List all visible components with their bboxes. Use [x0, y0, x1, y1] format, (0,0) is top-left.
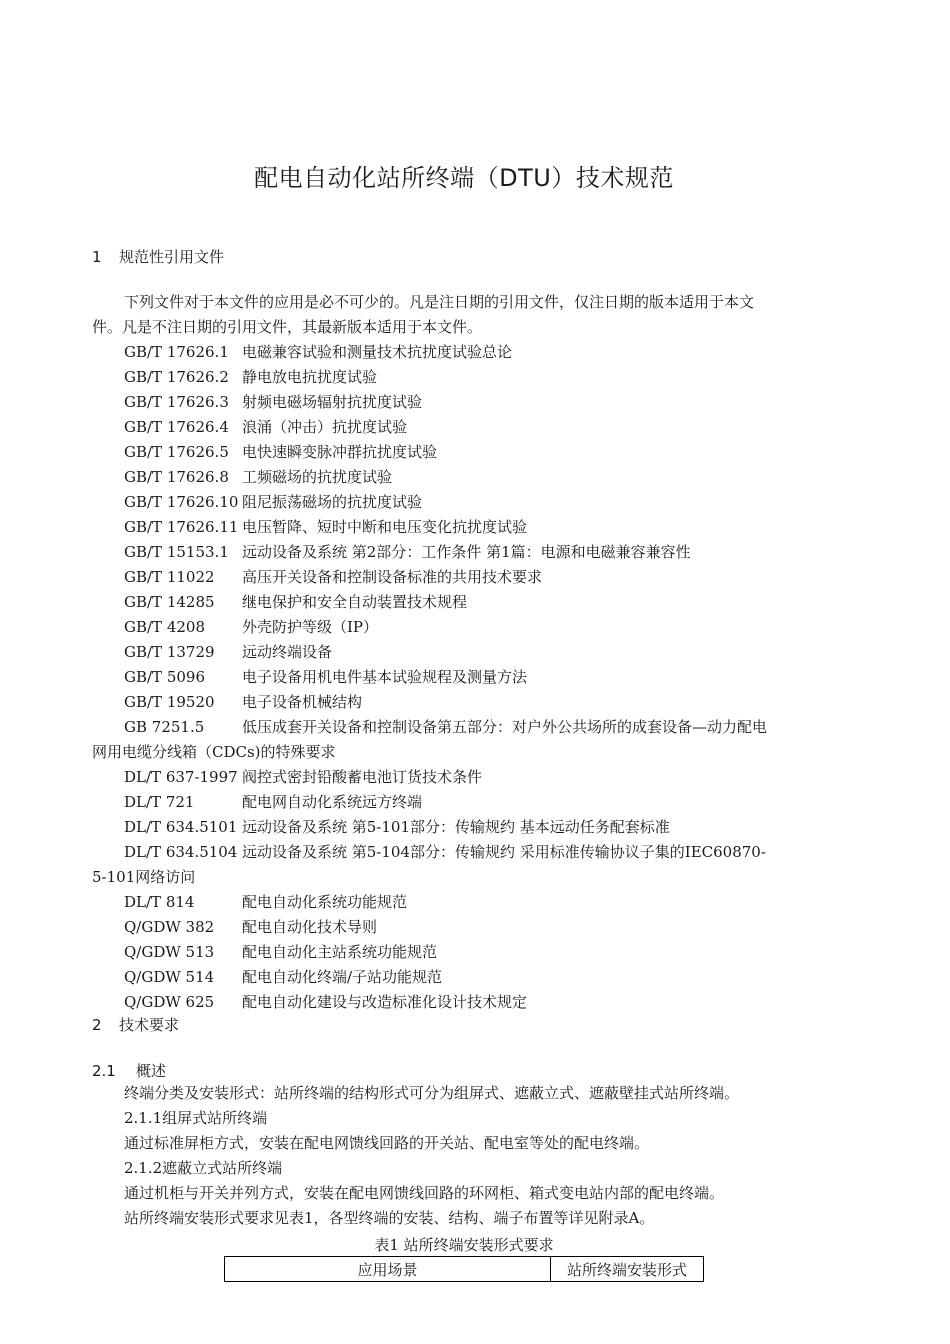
reference-item — [92, 940, 842, 965]
reference-code: GB 7251.5 — [124, 718, 205, 736]
reference-title: 远动设备及系统 第5-101部分：传输规约 基本远动任务配套标准 — [242, 818, 670, 836]
reference-code: GB/T 17626.5 — [124, 443, 229, 461]
reference-code: DL/T 637-1997 — [124, 768, 238, 786]
reference-item — [92, 915, 842, 940]
reference-item — [92, 890, 842, 915]
reference-item — [92, 640, 842, 665]
reference-item — [92, 965, 842, 990]
reference-title: 远动终端设备 — [242, 643, 333, 661]
subsection-heading-text: 概述 — [136, 1062, 167, 1080]
reference-title: 配电自动化建设与改造标准化设计技术规定 — [242, 993, 528, 1011]
reference-code: DL/T 721 — [124, 793, 195, 811]
reference-code: GB/T 13729 — [124, 643, 215, 661]
reference-item — [92, 440, 842, 465]
table-header-row — [225, 1257, 704, 1282]
reference-item — [92, 990, 842, 1015]
reference-code: Q/GDW 513 — [124, 943, 215, 961]
section-2-heading — [92, 1014, 179, 1035]
document-title: 配电自动化站所终端（DTU）技术规范 — [254, 164, 674, 192]
reference-item — [92, 715, 842, 765]
reference-title: 阀控式密封铅酸蓄电池订货技术条件 — [242, 768, 483, 786]
reference-item — [92, 765, 842, 790]
reference-item — [92, 515, 842, 540]
section-1-heading — [92, 246, 224, 267]
reference-item — [92, 590, 842, 615]
reference-title: 工频磁场的抗扰度试验 — [242, 468, 393, 486]
reference-item — [92, 665, 842, 690]
table-caption: 表1 站所终端安装形式要求 — [374, 1236, 554, 1254]
reference-code: GB/T 15153.1 — [124, 543, 229, 561]
reference-title-continued: 网用电缆分线箱（CDCs)的特殊要求 — [92, 743, 336, 761]
reference-title: 电压暂降、短时中断和电压变化抗扰度试验 — [242, 518, 528, 536]
reference-title: 配电自动化系统功能规范 — [242, 893, 408, 911]
reference-code: DL/T 814 — [124, 893, 195, 911]
reference-title-continued: 5-101网络访问 — [92, 868, 196, 886]
table-header-cell: 应用场景 — [225, 1257, 551, 1282]
reference-title: 射频电磁场辐射抗扰度试验 — [242, 393, 423, 411]
reference-code: GB/T 17626.4 — [124, 418, 229, 436]
reference-code: GB/T 17626.8 — [124, 468, 229, 486]
section-number: 1 — [92, 248, 102, 266]
reference-item — [92, 465, 842, 490]
reference-title: 配电自动化主站系统功能规范 — [242, 943, 438, 961]
reference-title: 浪涌（冲击）抗扰度试验 — [242, 418, 408, 436]
normative-references-list — [92, 340, 842, 1015]
reference-title: 配电自动化终端/子站功能规范 — [242, 968, 443, 986]
reference-item — [92, 415, 842, 440]
reference-code: GB/T 5096 — [124, 668, 206, 686]
reference-code: Q/GDW 625 — [124, 993, 215, 1011]
reference-code: GB/T 11022 — [124, 568, 215, 586]
section-2-1-heading — [92, 1060, 166, 1081]
reference-title: 阻尼振荡磁场的抗扰度试验 — [242, 493, 423, 511]
subsection-2-1-1-title: 2.1.1组屏式站所终端 — [124, 1109, 268, 1127]
intro-line-2: 件。凡是不注日期的引用文件，其最新版本适用于本文件。 — [92, 318, 483, 336]
reference-code: GB/T 17626.10 — [124, 493, 239, 511]
reference-code: GB/T 17626.1 — [124, 343, 229, 361]
reference-item — [92, 690, 842, 715]
reference-code: GB/T 4208 — [124, 618, 206, 636]
reference-code: GB/T 17626.3 — [124, 393, 229, 411]
reference-title: 电子设备用机电件基本试验规程及测量方法 — [242, 668, 528, 686]
reference-item — [92, 615, 842, 640]
reference-code: Q/GDW 382 — [124, 918, 215, 936]
reference-title: 高压开关设备和控制设备标准的共用技术要求 — [242, 568, 543, 586]
reference-title: 远动设备及系统 第5-104部分：传输规约 采用标准传输协议子集的IEC60870- — [242, 843, 766, 861]
reference-item — [92, 540, 842, 565]
reference-code: Q/GDW 514 — [124, 968, 215, 986]
subsection-2-1-2-title: 2.1.2遮蔽立式站所终端 — [124, 1159, 283, 1177]
subsection-number: 2.1 — [92, 1062, 116, 1080]
reference-title: 电磁兼容试验和测量技术抗扰度试验总论 — [242, 343, 513, 361]
reference-title: 低压成套开关设备和控制设备第五部分：对户外公共场所的成套设备—动力配电 — [242, 718, 768, 736]
overview-line: 终端分类及安装形式：站所终端的结构形式可分为组屏式、遮蔽立式、遮蔽壁挂式站所终端。 — [124, 1084, 740, 1102]
intro-line-1: 下列文件对于本文件的应用是必不可少的。凡是注日期的引用文件，仅注日期的版本适用于本文 — [124, 293, 755, 311]
reference-item — [92, 840, 842, 890]
reference-item — [92, 815, 842, 840]
reference-code: DL/T 634.5104 — [124, 843, 238, 861]
section-heading-text: 规范性引用文件 — [119, 248, 225, 266]
reference-title: 远动设备及系统 第2部分：工作条件 第1篇：电源和电磁兼容兼容性 — [242, 543, 691, 561]
reference-title: 静电放电抗扰度试验 — [242, 368, 378, 386]
reference-title: 继电保护和安全自动装置技术规程 — [242, 593, 468, 611]
intro-paragraph — [92, 290, 838, 340]
installation-requirements-table — [224, 1256, 704, 1282]
table-header-cell: 站所终端安装形式 — [551, 1257, 704, 1282]
reference-item — [92, 340, 842, 365]
section-heading-text: 技术要求 — [119, 1016, 180, 1034]
reference-title: 电子设备机械结构 — [242, 693, 363, 711]
section-number: 2 — [92, 1016, 102, 1034]
reference-item — [92, 565, 842, 590]
reference-code: GB/T 19520 — [124, 693, 215, 711]
reference-title: 配电网自动化系统远方终端 — [242, 793, 423, 811]
reference-title: 配电自动化技术导则 — [242, 918, 378, 936]
reference-item — [92, 390, 842, 415]
reference-code: GB/T 17626.2 — [124, 368, 229, 386]
reference-item — [92, 365, 842, 390]
reference-code: GB/T 14285 — [124, 593, 215, 611]
reference-title: 电快速瞬变脉冲群抗扰度试验 — [242, 443, 438, 461]
reference-item — [92, 490, 842, 515]
overview-line: 站所终端安装形式要求见表1，各型终端的安装、结构、端子布置等详见附录A。 — [124, 1209, 655, 1227]
reference-code: DL/T 634.5101 — [124, 818, 238, 836]
overview-line: 通过标准屏柜方式，安装在配电网馈线回路的开关站、配电室等处的配电终端。 — [124, 1134, 650, 1152]
overview-line: 通过机柜与开关并列方式，安装在配电网馈线回路的环网柜、箱式变电站内部的配电终端。 — [124, 1184, 725, 1202]
reference-title: 外壳防护等级（IP） — [242, 618, 379, 636]
reference-code: GB/T 17626.11 — [124, 518, 239, 536]
reference-item — [92, 790, 842, 815]
